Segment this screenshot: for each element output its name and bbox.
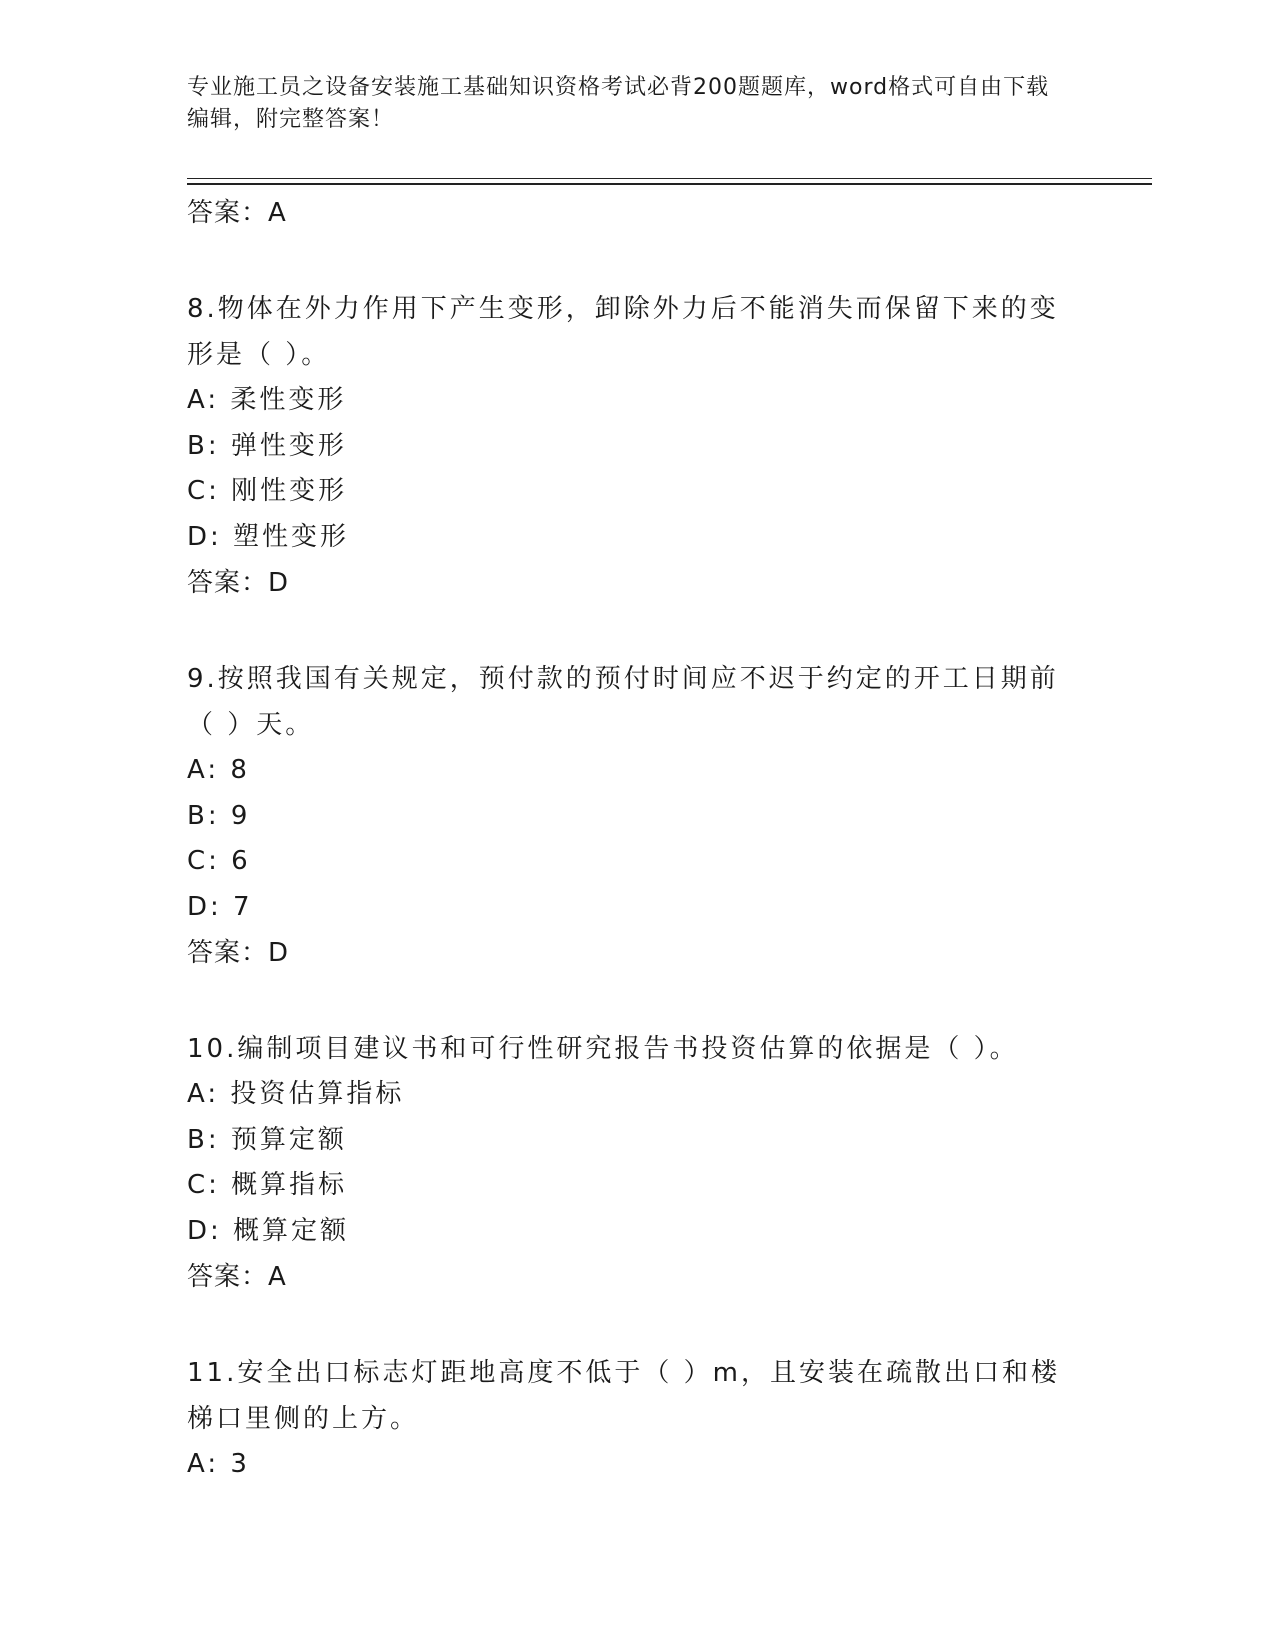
header-rule-thick	[187, 183, 1152, 185]
question-stem: 8.物体在外力作用下产生变形，卸除外力后不能消失而保留下来的变形是（ ）。	[187, 294, 1059, 370]
option-c: C: 刚性变形	[187, 476, 348, 506]
option-d: D: 塑性变形	[187, 521, 350, 552]
question-8	[187, 286, 1087, 606]
question-answer: 答案：A	[187, 1262, 287, 1292]
option-a: A: 柔性变形	[187, 385, 347, 415]
page-header: 专业施工员之设备安装施工基础知识资格考试必背200题题库，word格式可自由下载编辑，附完整答案！	[187, 75, 1050, 132]
option-b: B: 9	[187, 800, 251, 831]
option-c: C: 概算指标	[187, 1170, 348, 1200]
option-a: A: 3	[187, 1449, 250, 1479]
question-10	[187, 1026, 1087, 1300]
option-d: D: 7	[187, 891, 253, 922]
question-stem: 9.按照我国有关规定，预付款的预付时间应不迟于约定的开工日期前（ ）天。	[187, 664, 1059, 740]
question-stem: 11.安全出口标志灯距地高度不低于（ ）m，且安装在疏散出口和楼梯口里侧的上方。	[187, 1358, 1060, 1434]
option-c: C: 6	[187, 846, 251, 876]
question-answer: 答案：D	[187, 938, 290, 968]
question-9	[187, 656, 1087, 976]
option-a: A: 8	[187, 755, 250, 785]
question-stem: 10.编制项目建议书和可行性研究报告书投资估算的依据是（ ）。	[187, 1034, 1019, 1064]
option-d: D: 概算定额	[187, 1215, 350, 1246]
question-list	[187, 190, 1087, 1488]
option-b: B: 弹性变形	[187, 430, 347, 461]
question-answer: 答案：D	[187, 568, 290, 598]
option-a: A: 投资估算指标	[187, 1079, 405, 1109]
question-11	[187, 1350, 1087, 1488]
option-b: B: 预算定额	[187, 1124, 347, 1155]
previous-answer: 答案：A	[187, 198, 287, 228]
header-rule-thin	[187, 178, 1152, 179]
